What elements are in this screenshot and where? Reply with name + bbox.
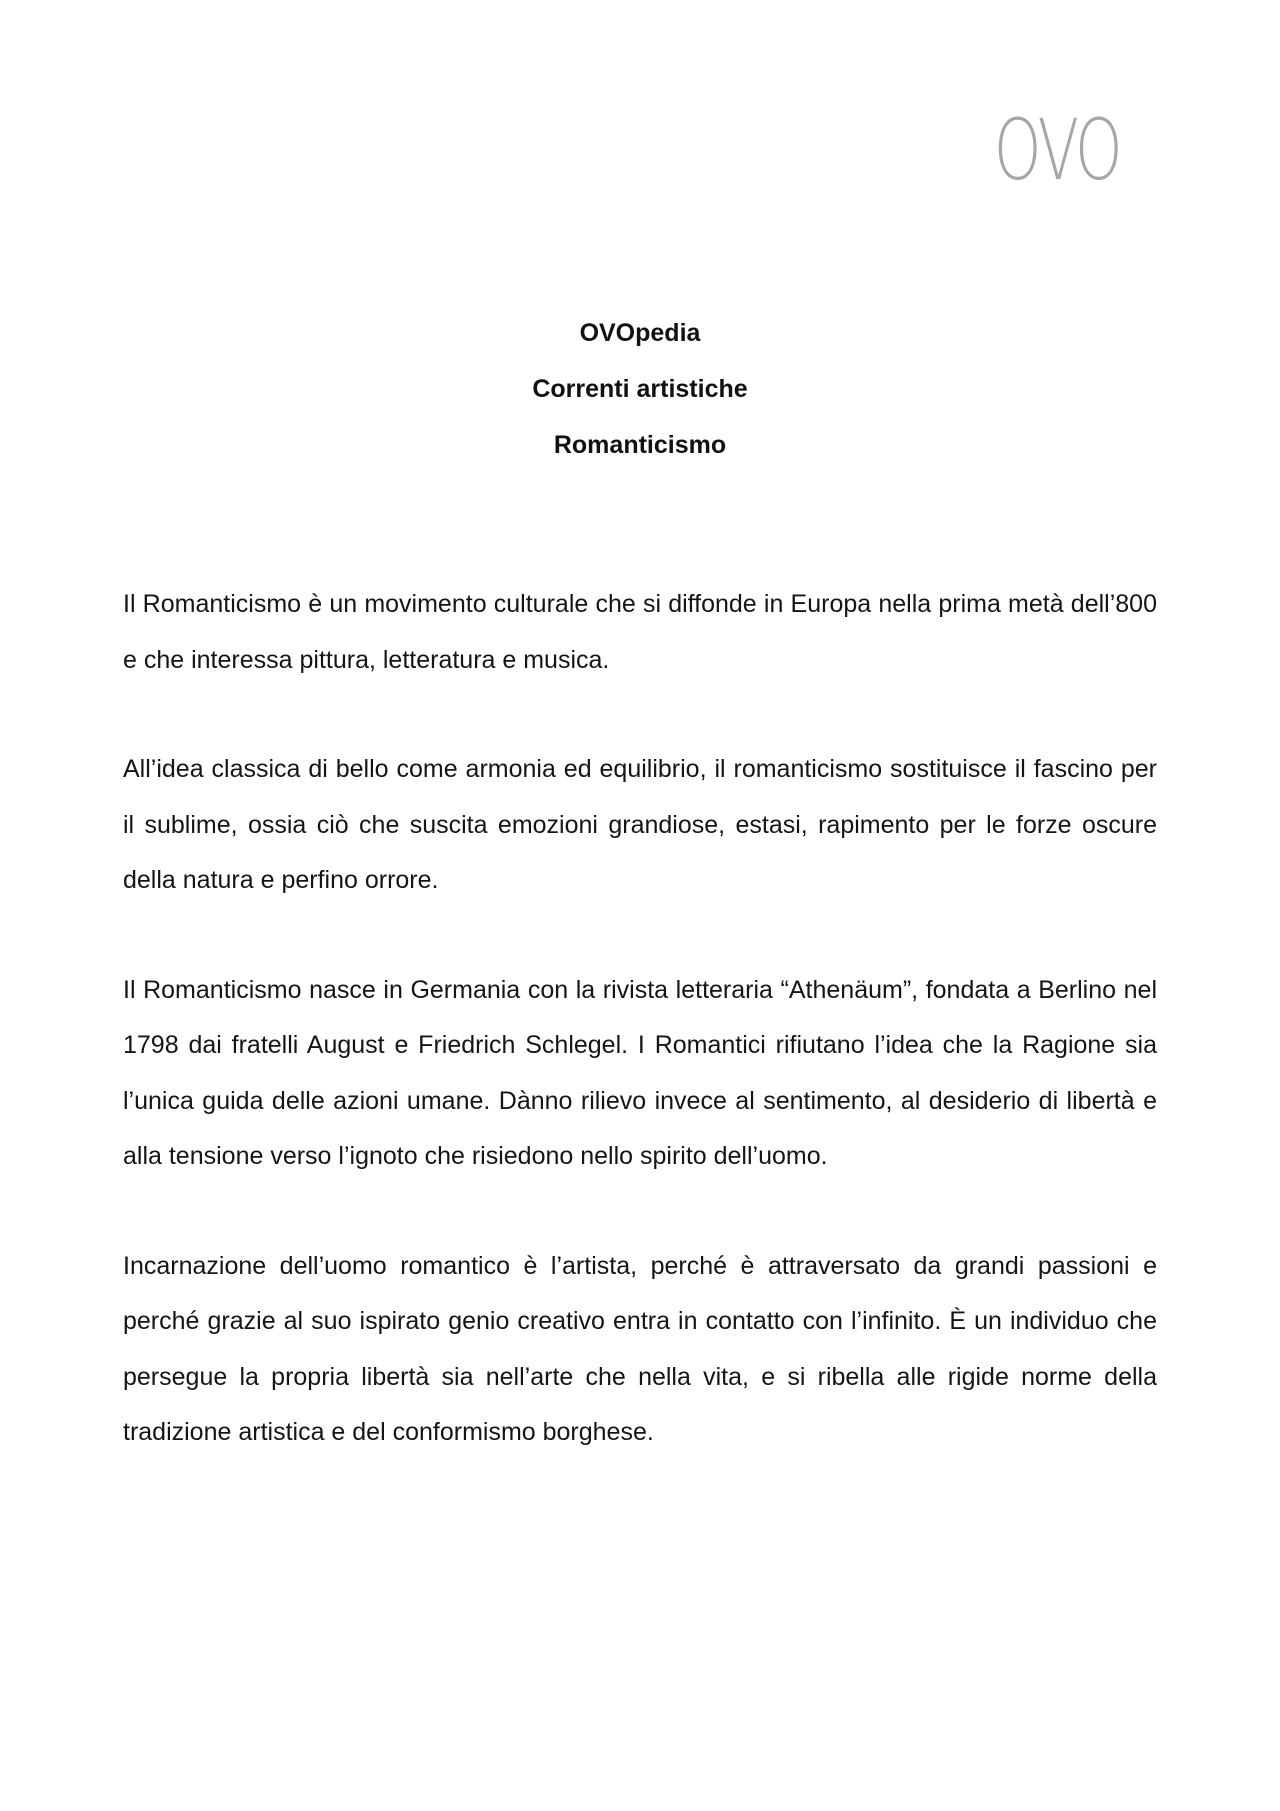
paragraph-4: Incarnazione dell’uomo romantico è l’artista, perché è attraversato da grandi passioni e perché grazie al suo ispirato genio creativo entra in contatto con l’infinito. È un individuo che persegue la propria libertà sia nell’arte che nella vita, e si ribella alle rigide norme della tradizione artistica e del conformismo borghese. xyxy=(123,1251,1157,1446)
ovo-logo: OVO xyxy=(994,101,1120,199)
paragraph-3: Il Romanticismo nasce in Germania con la rivista letteraria “Athenäum”, fondata a Berlino nel 1798 dai fratelli August e Friedrich Schlegel. I Romantici rifiutano l’idea che la Ragione sia l’unica guida delle azioni umane. Dànno rilievo invece al sentimento, al desiderio di libertà e alla tensione verso l’ignoto che risiedono nello spirito dell’uomo. xyxy=(123,975,1157,1170)
document-body xyxy=(123,577,1157,1515)
paragraph-1: Il Romanticismo è un movimento culturale che si diffonde in Europa nella prima metà dell’800 e che interessa pittura, letteratura e musica. xyxy=(123,590,1157,674)
document-topic: Romanticismo xyxy=(553,431,727,459)
document-title: OVOpedia xyxy=(579,319,701,347)
document-header xyxy=(0,305,1280,473)
paragraph-2: All’idea classica di bello come armonia ed equilibrio, il romanticismo sostituisce il fascino per il sublime, ossia ciò che suscita emozioni grandiose, estasi, rapimento per le forze oscure della natura e perfino orrore. xyxy=(123,755,1157,894)
document-subtitle: Correnti artistiche xyxy=(532,375,748,403)
